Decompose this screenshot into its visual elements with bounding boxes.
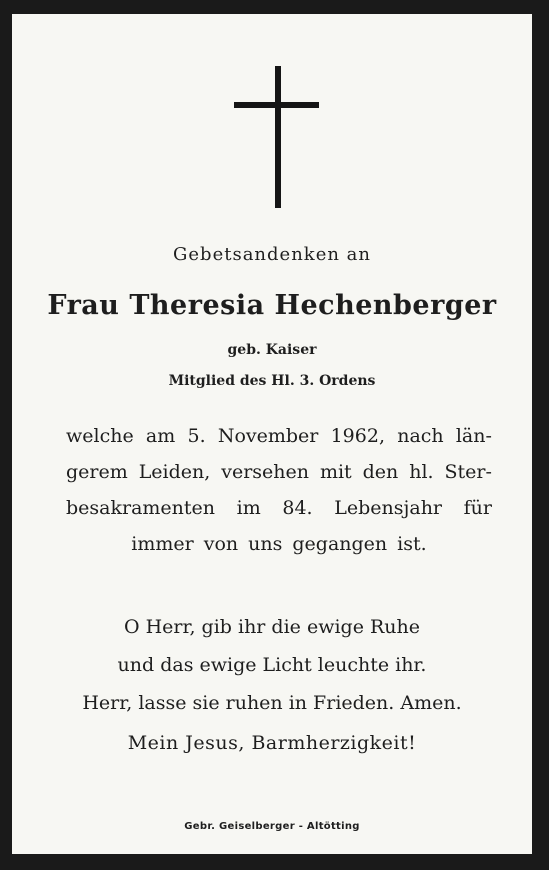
word: gerem <box>66 461 128 483</box>
word: Ster- <box>444 461 492 483</box>
word: 1962, <box>330 425 385 447</box>
cross-icon <box>275 66 281 208</box>
word: Leiden, <box>138 461 211 483</box>
memorial-card <box>12 14 532 854</box>
word: für <box>463 497 492 519</box>
word: im <box>236 497 261 519</box>
prayer-line: O Herr, gib ihr die ewige Ruhe <box>123 616 421 638</box>
word: 5. <box>187 425 206 447</box>
word: versehen <box>221 461 310 483</box>
word: von <box>203 533 239 555</box>
membership-text: Mitglied des Hl. 3. Ordens <box>168 373 376 389</box>
word: län- <box>455 425 492 447</box>
word: ist. <box>397 533 427 555</box>
word: Lebensjahr <box>334 497 443 519</box>
word: mit <box>319 461 352 483</box>
obituary-line <box>66 526 492 562</box>
prayer-text <box>12 608 532 722</box>
word: besakramenten <box>66 497 216 519</box>
word: 84. <box>282 497 313 519</box>
word: welche <box>66 425 134 447</box>
obituary-text <box>66 418 492 562</box>
word: nach <box>397 425 444 447</box>
obituary-line <box>66 454 492 490</box>
prayer-line: Herr, lasse sie ruhen in Frieden. Amen. <box>82 692 462 714</box>
word: uns <box>248 533 283 555</box>
word: am <box>145 425 176 447</box>
word: hl. <box>409 461 434 483</box>
word: immer <box>131 533 194 555</box>
word: November <box>217 425 319 447</box>
prayer-line: und das ewige Licht leuchte ihr. <box>117 654 427 676</box>
closing-invocation: Mein Jesus, Barmherzigkeit! <box>127 732 417 754</box>
obituary-line <box>66 418 492 454</box>
intro-text: Gebetsandenken an <box>173 244 371 265</box>
deceased-name: Frau Theresia Hechenberger <box>47 290 497 321</box>
obituary-line <box>66 490 492 526</box>
maiden-name: geb. Kaiser <box>227 342 317 358</box>
cross-icon-bar <box>234 102 319 108</box>
word: den <box>362 461 399 483</box>
word: gegangen <box>292 533 388 555</box>
printer-imprint: Gebr. Geiselberger - Altötting <box>184 821 360 832</box>
